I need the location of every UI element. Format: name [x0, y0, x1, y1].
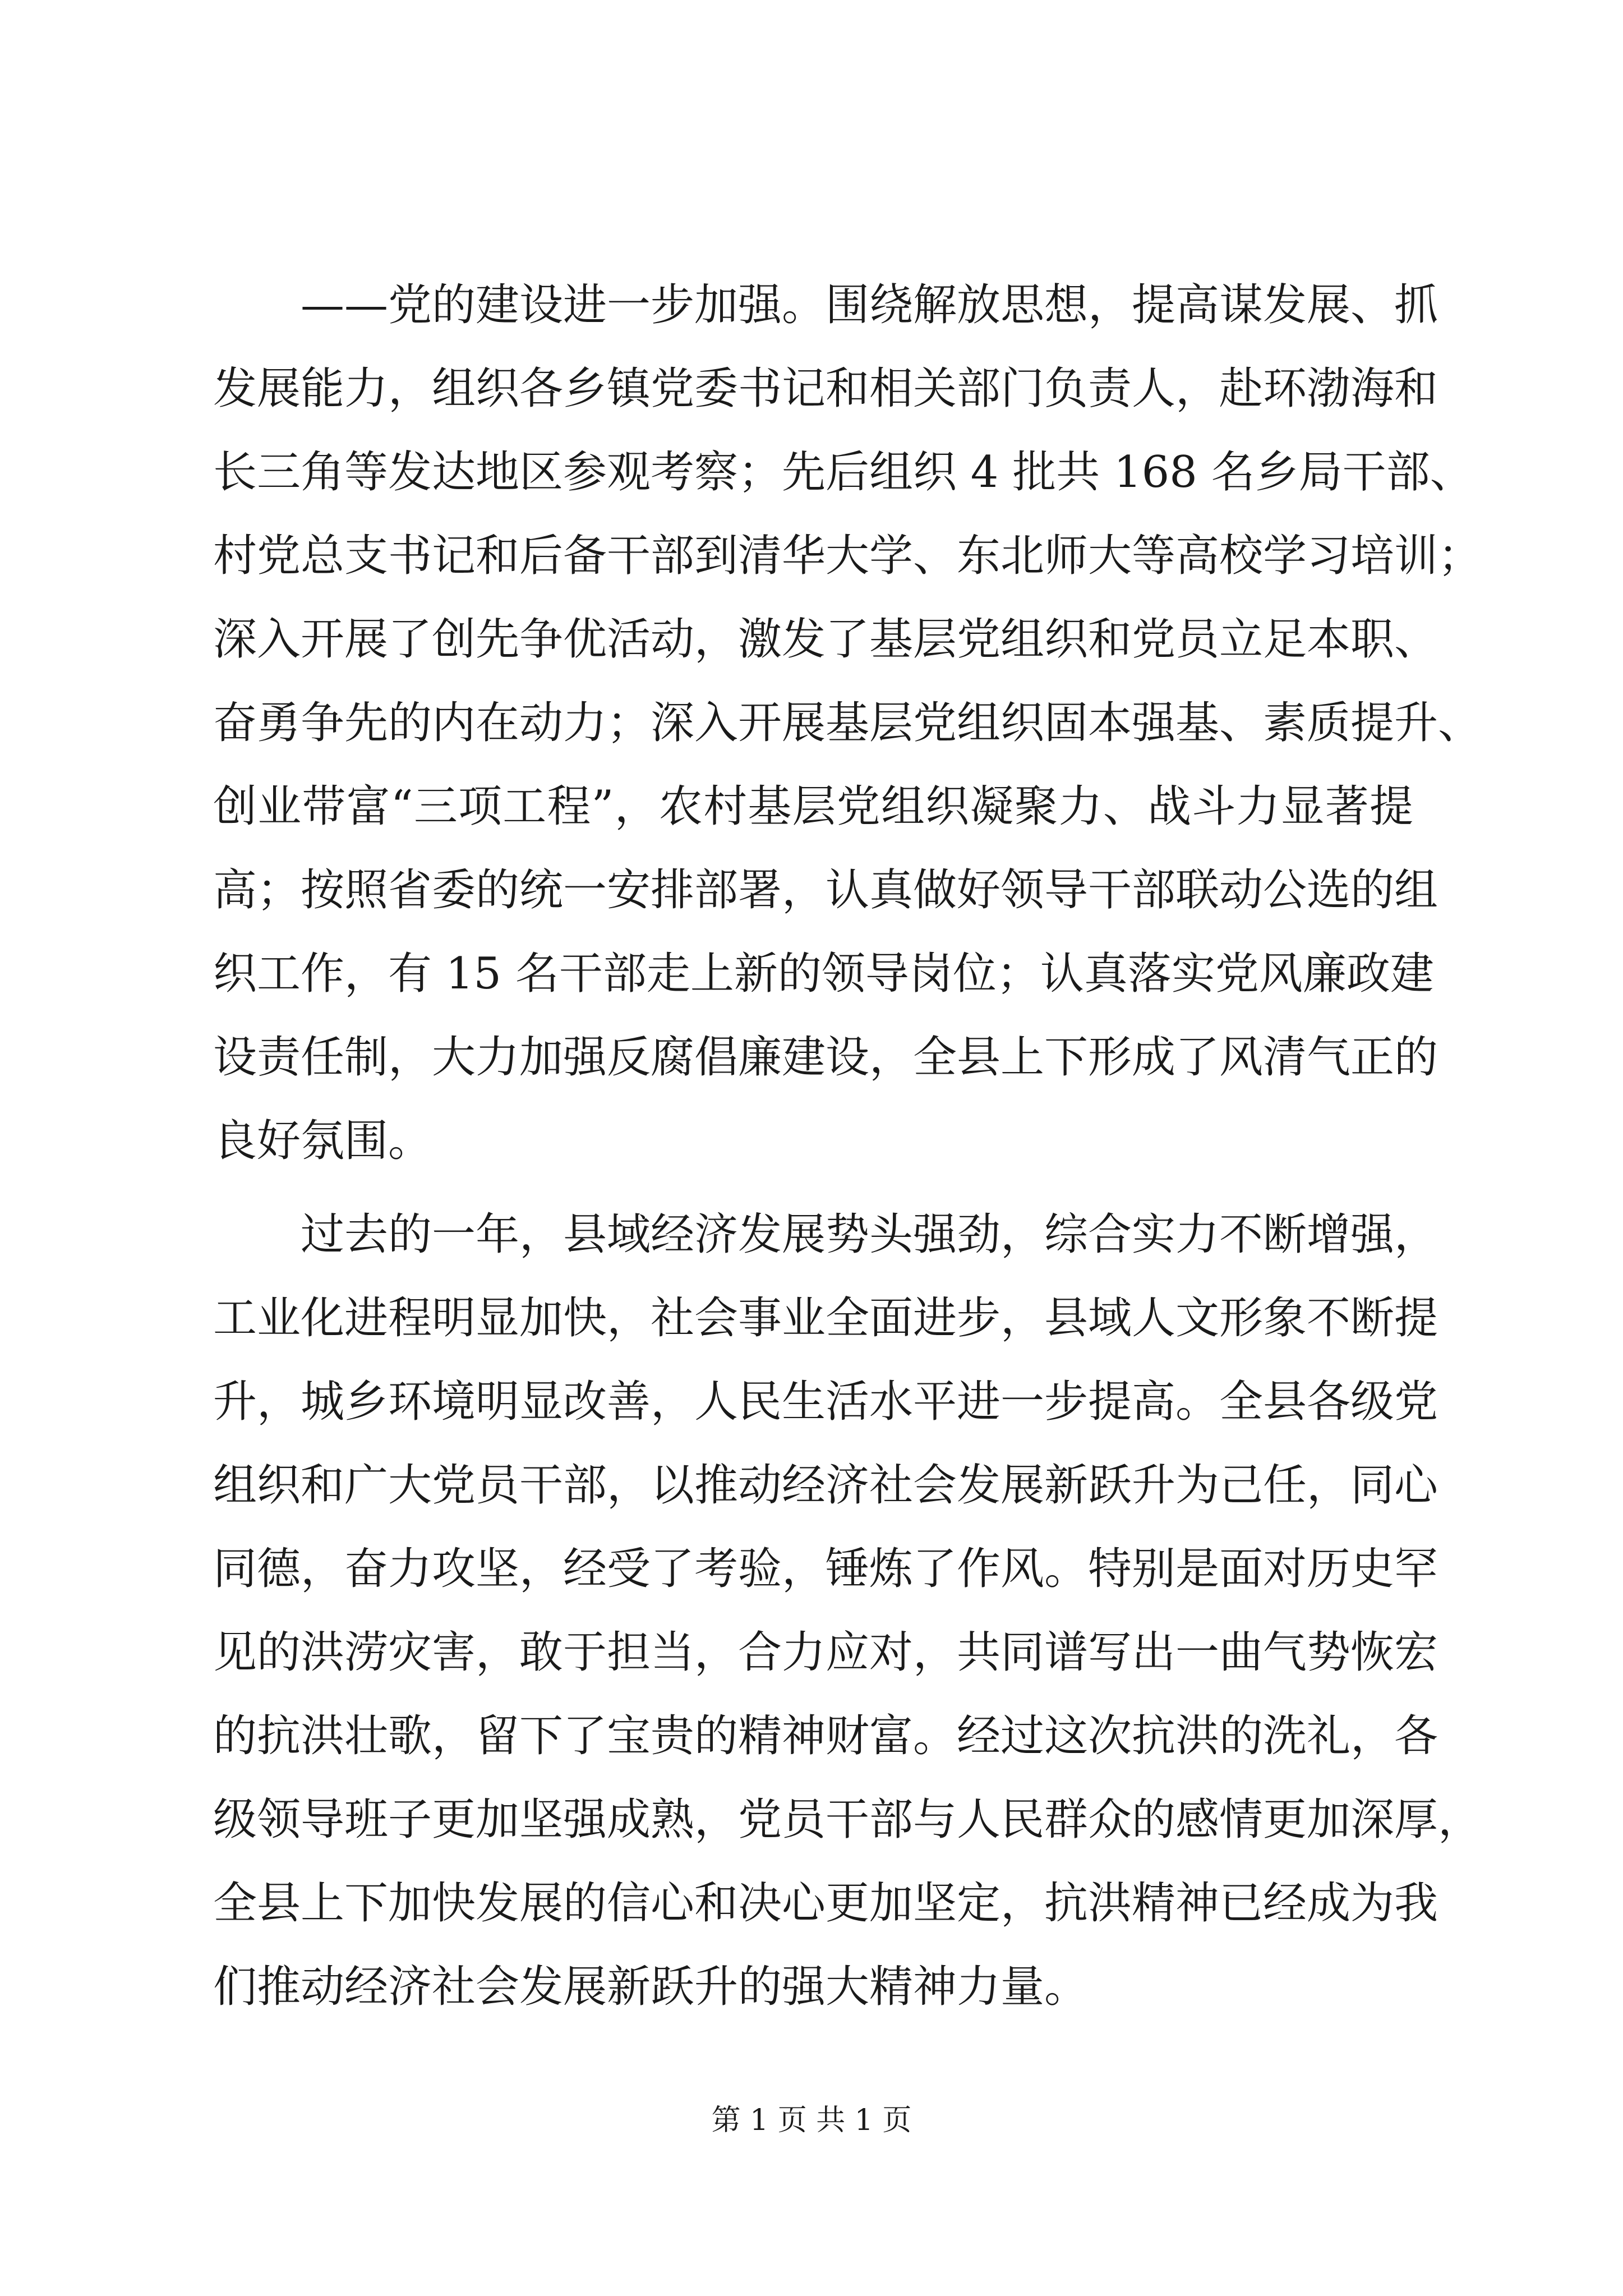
- text-line: 全县上下加快发展的信心和决心更加坚定，抗洪精神已经成为我: [213, 1878, 1438, 1929]
- paragraph-past-year: [213, 1193, 1482, 2029]
- text-line: 奋勇争先的内在动力；深入开展基层党组织固本强基、素质提升、: [213, 698, 1482, 748]
- document-body: [213, 264, 1482, 2029]
- text-line: 见的洪涝灾害，敢于担当，合力应对，共同谱写出一曲气势恢宏: [213, 1627, 1438, 1678]
- text-line: 工业化进程明显加快，社会事业全面进步，县域人文形象不断提: [213, 1293, 1438, 1343]
- paragraph-gap: [213, 1183, 1413, 1193]
- text-line: 高；按照省委的统一安排部署，认真做好领导干部联动公选的组: [213, 865, 1438, 915]
- text-line: 良好氛围。: [213, 1116, 432, 1166]
- text-line: 的抗洪壮歌，留下了宝贵的精神财富。经过这次抗洪的洗礼，各: [213, 1711, 1438, 1761]
- text-line: 组织和广大党员干部，以推动经济社会发展新跃升为己任，同心: [213, 1460, 1438, 1511]
- page-footer: 第 1 页 共 1 页: [711, 2104, 912, 2137]
- text-line: 升，城乡环境明显改善，人民生活水平进一步提高。全县各级党: [213, 1377, 1438, 1427]
- text-line: 织工作，有 15 名干部走上新的领导岗位；认真落实党风廉政建: [213, 949, 1434, 999]
- text-line: 们推动经济社会发展新跃升的强大精神力量。: [213, 1962, 1089, 2012]
- text-line: 同德，奋力攻坚，经受了考验，锤炼了作风。特别是面对历史罕: [213, 1544, 1438, 1594]
- text-line: 级领导班子更加坚强成熟，党员干部与人民群众的感情更加深厚，: [213, 1795, 1482, 1845]
- text-line: 创业带富“三项工程”，农村基层党组织凝聚力、战斗力显著提: [213, 781, 1413, 832]
- text-line: 设责任制，大力加强反腐倡廉建设，全县上下形成了风清气正的: [213, 1032, 1438, 1083]
- text-line: 深入开展了创先争优活动，激发了基层党组织和党员立足本职、: [213, 614, 1438, 665]
- text-line: 村党总支书记和后备干部到清华大学、东北师大等高校学习培训；: [213, 531, 1482, 581]
- text-line: 长三角等发达地区参观考察；先后组织 4 批共 168 名乡局干部、: [213, 447, 1474, 498]
- text-line: 过去的一年，县域经济发展势头强劲，综合实力不断增强，: [213, 1209, 1438, 1260]
- paragraph-party-building: [213, 264, 1482, 1183]
- text-line: 发展能力，组织各乡镇党委书记和相关部门负责人，赴环渤海和: [213, 364, 1438, 414]
- text-line: ——党的建设进一步加强。围绕解放思想，提高谋发展、抓: [213, 280, 1438, 330]
